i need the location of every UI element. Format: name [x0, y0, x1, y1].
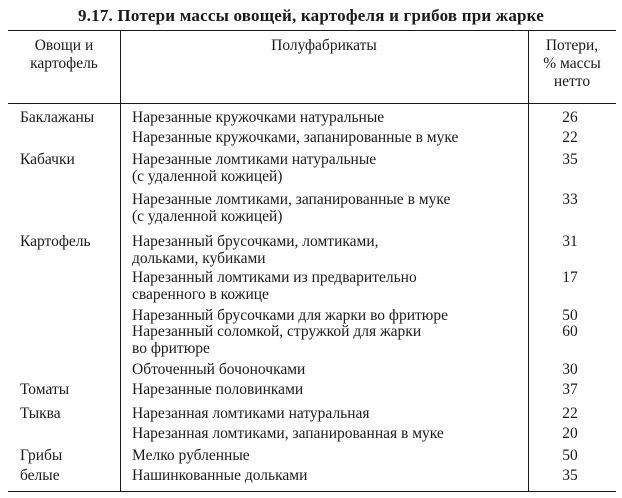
column-divider-1 [120, 31, 121, 491]
loss-value: 35 [562, 467, 578, 484]
loss-value: 50 [562, 307, 578, 324]
semi-product-description: Нарезанные ломтиками натуральные (с удаленной кожицей) [132, 151, 377, 185]
loss-value: 60 [562, 323, 578, 340]
semi-product-description: Нарезанный брусочками для жарки во фритюре [132, 307, 449, 324]
semi-product-description: Нарезанный соломкой, стружкой для жарки во фритюре [132, 323, 422, 357]
semi-product-description: Нарезанная ломтиками, запанированная в муке [132, 425, 444, 442]
loss-value: 31 [562, 233, 578, 250]
semi-product-description: Нарезанные половинками [132, 381, 304, 398]
semi-product-description: Мелко рубленные [132, 447, 250, 464]
vegetable-name: Томаты [20, 381, 70, 398]
loss-value: 22 [562, 405, 578, 422]
semi-product-description: Нарезанный брусочками, ломтиками, дольками, кубиками [132, 233, 379, 267]
vegetable-name: белые [20, 467, 60, 484]
semi-product-description: Нарезанные ломтиками, запанированные в муке (с удаленной кожицей) [132, 191, 451, 225]
loss-table [8, 30, 616, 492]
semi-product-description: Нарезанные кружочками, запанированные в муке [132, 129, 459, 146]
loss-value: 22 [562, 129, 578, 146]
header-vegetables: Овощи и картофель [30, 37, 98, 72]
column-divider-2 [528, 31, 529, 491]
semi-product-description: Нарезанный ломтиками из предварительно сваренного в кожице [132, 269, 417, 303]
loss-value: 37 [562, 381, 578, 398]
header-products: Полуфабрикаты [271, 37, 377, 54]
loss-value: 50 [562, 447, 578, 464]
vegetable-name: Кабачки [20, 151, 75, 168]
loss-value: 30 [562, 361, 578, 378]
vegetable-name: Баклажаны [20, 109, 95, 126]
header-loss: Потери, % массы нетто [543, 37, 601, 90]
table-title: 9.17. Потери массы овощей, картофеля и грибов при жарке [77, 6, 545, 25]
semi-product-description: Нарезанная ломтиками натуральная [132, 405, 370, 422]
loss-value: 33 [562, 191, 578, 208]
semi-product-description: Нарезанные кружочками натуральные [132, 109, 385, 126]
semi-product-description: Нашинкованные дольками [132, 467, 308, 484]
loss-value: 35 [562, 151, 578, 168]
vegetable-name: Тыква [20, 405, 61, 422]
loss-value: 20 [562, 425, 578, 442]
vegetable-name: Грибы [20, 447, 63, 464]
loss-value: 17 [562, 269, 578, 286]
header-divider [8, 103, 616, 104]
semi-product-description: Обточенный бочоночками [132, 361, 306, 378]
loss-value: 26 [562, 109, 578, 126]
vegetable-name: Картофель [20, 233, 91, 250]
